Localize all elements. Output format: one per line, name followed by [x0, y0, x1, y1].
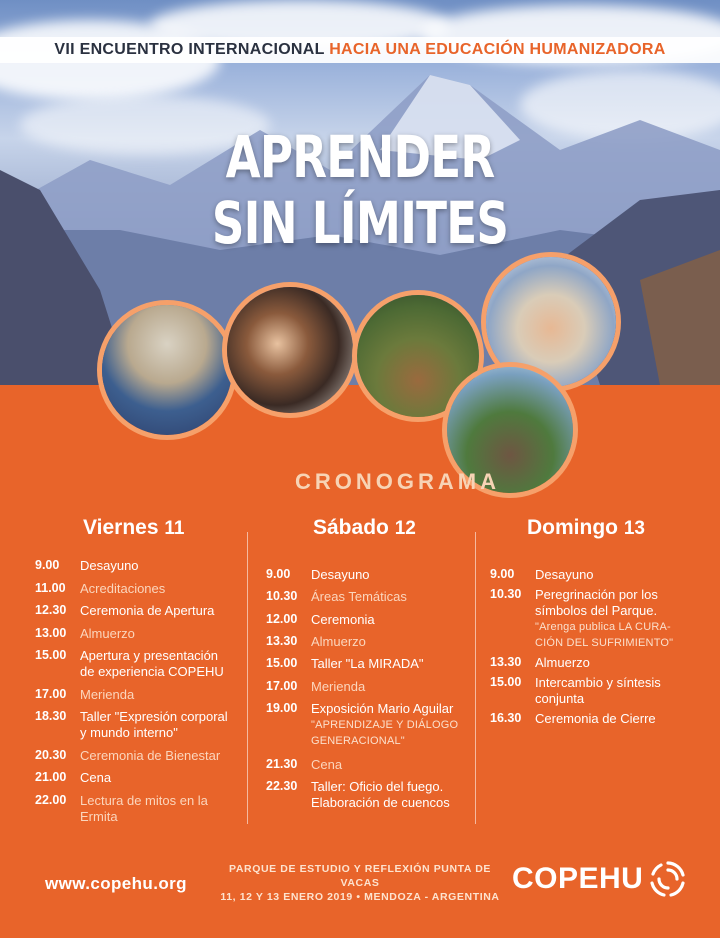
schedule-item: 21.30 Cena [266, 757, 343, 772]
banner-subtitle: HACIA UNA EDUCACIÓN HUMANIZADORA [329, 41, 666, 58]
event-banner [0, 37, 720, 63]
copehu-logo: COPEHU [512, 858, 689, 900]
schedule-item: 15.00 Taller "La MIRADA" [266, 656, 424, 671]
schedule-item: 9.00 Desayuno [490, 567, 594, 582]
schedule-item: 9.00 Desayuno [35, 558, 139, 573]
day-heading-friday: Viernes 11 [83, 516, 185, 539]
copehu-swirl-icon [647, 858, 689, 900]
day-heading-saturday: Sábado 12 [313, 516, 416, 539]
schedule-item: 10.30 Áreas Temáticas [266, 589, 407, 604]
schedule-item: 16.30 Ceremonia de Cierre [490, 711, 656, 726]
schedule-item: 20.30 Ceremonia de Bienestar [35, 748, 221, 763]
schedule-item: 11.00 Acreditaciones [35, 581, 166, 596]
schedule-item: 17.00 Merienda [266, 679, 366, 694]
schedule-item: 13.30 Almuerzo [266, 634, 366, 649]
schedule-item: 19.00 Exposición Mario Aguilar "APRENDIZAJE Y DIÁLOGO GENERACIONAL" [266, 701, 459, 747]
schedule-item: 22.00 Lectura de mitos en la Ermita [35, 793, 208, 824]
schedule-item: 18.30 Taller "Expresión corporal y mundo interno" [35, 709, 228, 740]
venue-info: PARQUE DE ESTUDIO Y REFLEXIÓN PUNTA DE VACAS 11, 12 Y 13 ENERO 2019 • MENDOZA - ARGENTINA [220, 863, 500, 903]
column-divider [475, 532, 476, 824]
schedule-item: 9.00 Desayuno [266, 567, 370, 582]
schedule-item: 12.00 Ceremonia [266, 612, 375, 627]
schedule-item: 15.00 Intercambio y síntesis conjunta [490, 675, 661, 706]
day-heading-sunday: Domingo 13 [527, 516, 645, 539]
schedule-item: 13.00 Almuerzo [35, 626, 135, 641]
photo-girls-tablet [222, 282, 358, 418]
website-link[interactable]: www.copehu.org [45, 874, 187, 893]
schedule-item: 13.30 Almuerzo [490, 655, 590, 670]
schedule-item: 12.30 Ceremonia de Apertura [35, 603, 215, 618]
main-title-line1: APRENDER [225, 123, 495, 191]
photo-group [97, 300, 237, 440]
schedule-item: 21.00 Cena [35, 770, 112, 785]
schedule-item: 15.00 Apertura y presentación de experiencia COPEHU [35, 648, 224, 679]
section-title: CRONOGRAMA [295, 469, 500, 494]
schedule-item: 10.30 Peregrinación por los símbolos del Parque. "Arenga publica LA CURA- CIÓN DEL SUFRIMIENTO" [490, 587, 674, 649]
main-title-line2: SIN LÍMITES [211, 189, 509, 257]
schedule-item: 17.00 Merienda [35, 687, 135, 702]
schedule-item: 22.30 Taller: Oficio del fuego. Elaboración de cuencos [266, 779, 450, 810]
banner-title: VII ENCUENTRO INTERNACIONAL [54, 41, 325, 58]
column-divider [247, 532, 248, 824]
